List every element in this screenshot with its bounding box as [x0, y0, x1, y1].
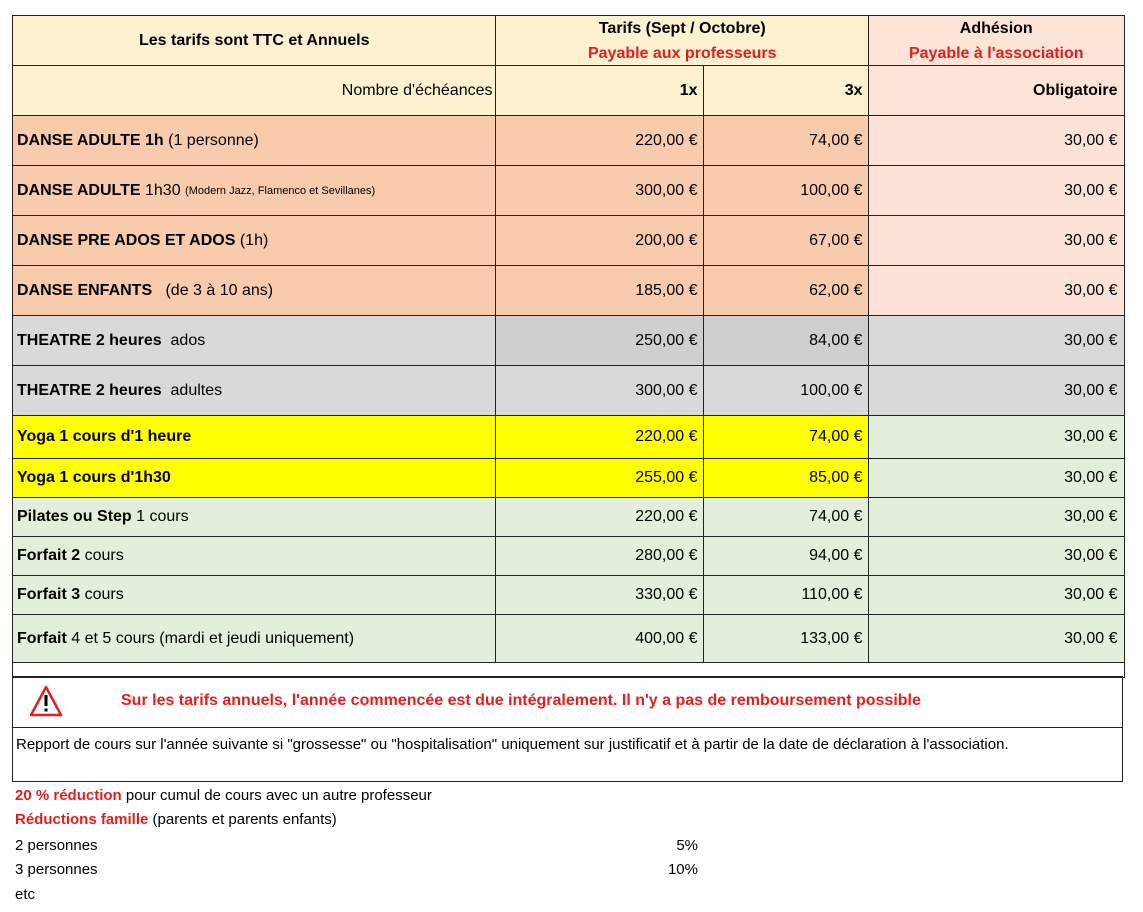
col-1x: 1x: [679, 81, 698, 99]
price-3x: 85,00 €: [809, 469, 863, 487]
report-text: Repport de cours sur l'année suivante si "grossesse" ou "hospitalisation" uniquement sur justificatif et à partir de la date de déclaration à l'association.: [16, 736, 1009, 753]
row-label-rest: adultes: [161, 381, 223, 399]
header-adhesion-cell: [868, 15, 1125, 67]
price-1x: 220,00 €: [635, 428, 698, 446]
price-adhesion: 30,00 €: [1064, 381, 1118, 399]
table-row-price-3x: [703, 315, 870, 367]
col-1x-cell: [495, 65, 705, 117]
table-row-price-3x: [703, 497, 870, 538]
table-row-label-cell: [12, 536, 497, 577]
row-label-rest: cours: [80, 547, 124, 565]
table-row-price-1x: [495, 115, 705, 167]
table-row-price-1x: [495, 165, 705, 217]
table-row-adhesion: [868, 536, 1125, 577]
reduction-value-1: 5%: [676, 837, 698, 854]
table-row-price-1x: [495, 614, 705, 664]
row-label-bold: Forfait 2: [17, 547, 81, 565]
table-row-label-cell: [12, 215, 497, 267]
table-row-adhesion: [868, 575, 1125, 616]
price-adhesion: 30,00 €: [1064, 181, 1118, 199]
row-label-bold: DANSE ADULTE 1h: [17, 131, 164, 149]
report-box: [12, 728, 1123, 782]
echeances-label: Nombre d'échéances: [341, 81, 493, 99]
table-row-label-cell: [12, 415, 497, 460]
price-adhesion: 30,00 €: [1064, 331, 1118, 349]
table-row-price-3x: [703, 115, 870, 167]
price-adhesion: 30,00 €: [1064, 508, 1118, 526]
table-row-price-3x: [703, 536, 870, 577]
price-3x: 74,00 €: [809, 131, 863, 149]
price-adhesion: 30,00 €: [1064, 131, 1118, 149]
row-label-rest: (1 personne): [163, 131, 259, 149]
price-adhesion: 30,00 €: [1064, 547, 1118, 565]
table-row-price-3x: [703, 215, 870, 267]
table-row-label-cell: [12, 497, 497, 538]
price-adhesion: 30,00 €: [1064, 231, 1118, 249]
table-row-adhesion: [868, 365, 1125, 417]
price-1x: 200,00 €: [635, 231, 698, 249]
row-label-bold: DANSE ENFANTS: [17, 281, 153, 299]
col-obligatoire-cell: [868, 65, 1125, 117]
row-label-bold: Forfait 3: [17, 586, 81, 604]
header-tarifs-title: Tarifs (Sept / Octobre): [598, 19, 766, 37]
table-row-label-cell: [12, 265, 497, 317]
price-3x: 100,00 €: [800, 381, 863, 399]
table-row-price-3x: [703, 265, 870, 317]
row-label-rest: 1 cours: [131, 508, 189, 526]
warning-text: Sur les tarifs annuels, l'année commencée est due intégralement. Il n'y a pas de remboursement possible: [121, 692, 921, 709]
table-row-price-3x: [703, 458, 870, 499]
cumul-text: pour cumul de cours avec un autre professeur: [121, 787, 432, 804]
price-1x: 255,00 €: [635, 469, 698, 487]
price-1x: 330,00 €: [635, 586, 698, 604]
price-3x: 62,00 €: [809, 281, 863, 299]
price-3x: 100,00 €: [800, 181, 863, 199]
table-row-adhesion: [868, 415, 1125, 460]
price-adhesion: 30,00 €: [1064, 428, 1118, 446]
table-row-adhesion: [868, 215, 1125, 267]
reduction-value-2: 10%: [667, 861, 698, 878]
famille-line: [15, 811, 337, 828]
table-row-label-cell: [12, 365, 497, 417]
table-row-price-1x: [495, 215, 705, 267]
price-1x: 220,00 €: [635, 508, 698, 526]
row-label-bold: Forfait: [17, 629, 67, 647]
row-label-rest: ados: [161, 331, 206, 349]
row-label-bold: DANSE PRE ADOS ET ADOS: [17, 231, 236, 249]
table-row-price-3x: [703, 415, 870, 460]
price-3x: 84,00 €: [809, 331, 863, 349]
table-row-label-cell: [12, 315, 497, 367]
table-row-price-1x: [495, 536, 705, 577]
row-label-rest: 1h30: [140, 181, 186, 199]
famille-highlight: Réductions famille: [15, 811, 149, 828]
table-row-price-1x: [495, 497, 705, 538]
table-row-price-1x: [495, 365, 705, 417]
table-row-price-3x: [703, 365, 870, 417]
row-label-bold: THEATRE 2 heures: [17, 381, 162, 399]
table-row-label-cell: [12, 614, 497, 664]
famille-text: (parents et parents enfants): [148, 811, 337, 828]
warning-box: [12, 676, 1123, 728]
table-row-label-cell: [12, 458, 497, 499]
header-adhesion-title: Adhésion: [959, 19, 1033, 37]
price-1x: 250,00 €: [635, 331, 698, 349]
table-row-price-3x: [703, 165, 870, 217]
price-1x: 280,00 €: [635, 547, 698, 565]
table-row-adhesion: [868, 497, 1125, 538]
row-label-bold: DANSE ADULTE: [17, 181, 141, 199]
price-3x: 74,00 €: [809, 428, 863, 446]
table-row-price-1x: [495, 265, 705, 317]
table-row-price-1x: [495, 415, 705, 460]
row-label-bold: THEATRE 2 heures: [17, 331, 162, 349]
table-row-label-cell: [12, 575, 497, 616]
header-note: Les tarifs sont TTC et Annuels: [138, 31, 370, 49]
warning-icon: [29, 685, 63, 717]
price-1x: 300,00 €: [635, 181, 698, 199]
price-adhesion: 30,00 €: [1064, 629, 1118, 647]
row-label-bold: Yoga 1 cours d'1 heure: [17, 428, 192, 446]
price-3x: 94,00 €: [809, 547, 863, 565]
table-row-adhesion: [868, 265, 1125, 317]
col-3x-cell: [703, 65, 870, 117]
price-1x: 400,00 €: [635, 629, 698, 647]
price-3x: 133,00 €: [800, 629, 863, 647]
table-row-adhesion: [868, 458, 1125, 499]
echeances-label-cell: [12, 65, 497, 117]
table-row-price-1x: [495, 458, 705, 499]
col-obligatoire: Obligatoire: [1033, 81, 1118, 99]
table-row-price-1x: [495, 575, 705, 616]
table-row-price-3x: [703, 614, 870, 664]
col-3x: 3x: [844, 81, 863, 99]
table-row-adhesion: [868, 115, 1125, 167]
table-row-label-cell: [12, 115, 497, 167]
row-label-rest: (de 3 à 10 ans): [152, 281, 274, 299]
price-3x: 74,00 €: [809, 508, 863, 526]
table-row-price-3x: [703, 575, 870, 616]
table-row-price-1x: [495, 315, 705, 367]
price-1x: 185,00 €: [635, 281, 698, 299]
reduction-label-1: 2 personnes: [15, 837, 98, 854]
row-label-small: (Modern Jazz, Flamenco et Sevillanes): [185, 184, 376, 197]
price-1x: 220,00 €: [635, 131, 698, 149]
price-adhesion: 30,00 €: [1064, 281, 1118, 299]
price-adhesion: 30,00 €: [1064, 469, 1118, 487]
row-label-rest: 4 et 5 cours (mardi et jeudi uniquement): [66, 629, 355, 647]
price-1x: 300,00 €: [635, 381, 698, 399]
cumul-highlight: 20 % réduction: [15, 787, 122, 804]
cumul-line: [15, 787, 432, 804]
row-label-bold: Pilates ou Step: [17, 508, 132, 526]
row-label-bold: Yoga 1 cours d'1h30: [17, 469, 171, 487]
price-3x: 67,00 €: [809, 231, 863, 249]
price-adhesion: 30,00 €: [1064, 586, 1118, 604]
reduction-etc: etc: [15, 886, 36, 903]
header-tarifs-cell: [495, 15, 870, 67]
table-row-label-cell: [12, 165, 497, 217]
row-label-rest: (1h): [235, 231, 269, 249]
table-row-adhesion: [868, 614, 1125, 664]
reduction-label-2: 3 personnes: [15, 861, 98, 878]
header-adhesion-sub: Payable à l'association: [908, 44, 1084, 62]
header-note-cell: [12, 15, 497, 67]
price-3x: 110,00 €: [801, 586, 863, 604]
row-label-rest: cours: [80, 586, 124, 604]
table-row-adhesion: [868, 315, 1125, 367]
header-tarifs-sub: Payable aux professeurs: [587, 44, 777, 62]
table-row-adhesion: [868, 165, 1125, 217]
